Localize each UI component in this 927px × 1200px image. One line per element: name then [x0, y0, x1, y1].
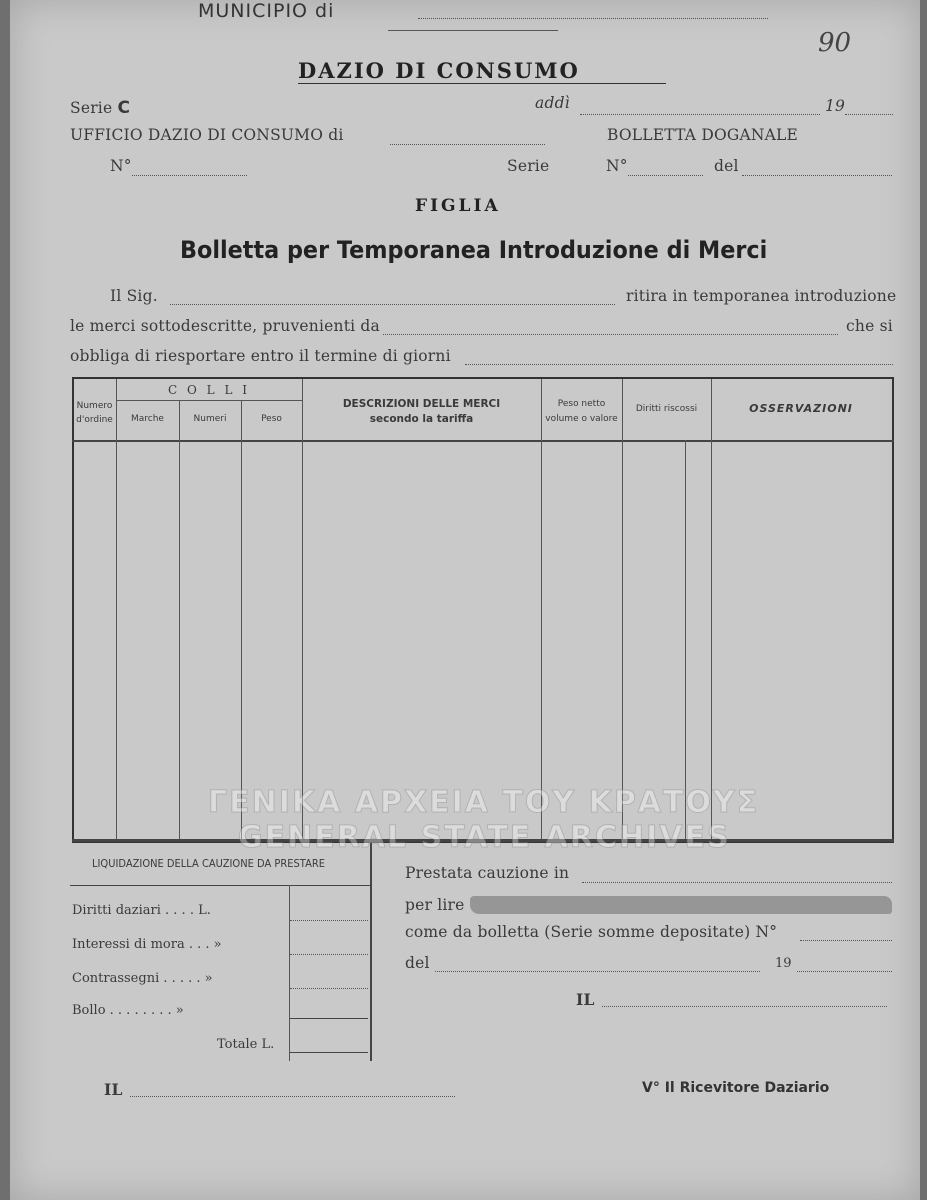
page-number: 90: [818, 28, 852, 58]
colli-rule: [116, 400, 302, 401]
liq-row-interessi: Interessi di mora . . . »: [72, 937, 222, 952]
prestata-line: [582, 882, 892, 883]
liq-line-2: [290, 954, 368, 955]
il-line: [602, 1006, 887, 1007]
liq-row-contrassegni: Contrassegni . . . . . »: [72, 971, 213, 986]
del-label: del: [714, 157, 739, 175]
liquidazione-col: [289, 885, 290, 1061]
col-divider-2: [179, 400, 180, 839]
merci-text: le merci sottodescritte, pruvenienti da: [70, 317, 380, 335]
liq-line-1: [290, 920, 368, 921]
form-title: DAZIO DI CONSUMO: [298, 58, 580, 83]
del-line: [742, 175, 892, 176]
col-divider-6: [622, 379, 623, 839]
giorni-line: [465, 364, 893, 365]
n2-label: N°: [606, 157, 628, 175]
document-page: [10, 0, 920, 1200]
header-osservazioni: OSSERVAZIONI: [749, 402, 853, 415]
header-peso: Peso: [261, 414, 282, 424]
per-lire-label: per lire: [405, 896, 465, 914]
n-label: N°: [110, 157, 132, 175]
liq-line-3: [290, 988, 368, 989]
col-divider-5: [541, 379, 542, 839]
footer-il-line: [130, 1096, 455, 1097]
liq-row-bollo: Bollo . . . . . . . . »: [72, 1003, 184, 1018]
come-label: come da bolletta (Serie somme depositate) N°: [405, 923, 778, 941]
addi-label: addì: [535, 94, 570, 112]
ritira-text: ritira in temporanea introduzione: [626, 287, 897, 305]
liq-row-diritti: Diritti daziari . . . . L.: [72, 903, 211, 918]
year2-label: 19: [775, 956, 792, 971]
header-numero: Numero d'ordine: [76, 401, 113, 425]
header-peso-netto: Peso netto volume o valore: [545, 399, 618, 424]
goods-table: [72, 377, 894, 843]
col-divider-8: [711, 379, 712, 839]
title-underline: [298, 83, 666, 84]
year-line: [845, 114, 893, 115]
obbliga-text: obbliga di riesportare entro il termine di giorni: [70, 347, 451, 365]
serie-label: Serie C: [70, 98, 131, 118]
ufficio-line: [390, 144, 545, 145]
addi-line: [580, 114, 820, 115]
year2-line: [797, 971, 892, 972]
header-descrizioni: DESCRIZIONI DELLE MERCI secondo la tariffa: [342, 398, 501, 425]
serie-value: C: [117, 98, 131, 118]
del2-line: [435, 971, 760, 972]
ufficio-label: UFFICIO DAZIO DI CONSUMO di: [70, 126, 344, 144]
liq-line-5: [290, 1052, 368, 1053]
bolletta-doganale: BOLLETTA DOGANALE: [607, 126, 798, 144]
col-divider-4: [302, 379, 303, 839]
il-label: IL: [576, 990, 595, 1009]
municipio-label: MUNICIPIO di: [198, 0, 335, 22]
che-si-text: che si: [846, 317, 893, 335]
col-divider-3: [241, 400, 242, 839]
liquidazione-title: LIQUIDAZIONE DELLA CAUZIONE DA PRESTARE: [92, 857, 325, 870]
header-diritti: Diritti riscossi: [635, 404, 698, 414]
liquidazione-rule: [70, 885, 370, 886]
main-title: Bolletta per Temporanea Introduzione di Merci: [180, 236, 768, 264]
header-marche: Marche: [131, 414, 164, 424]
archive-watermark-greek: ΓΕΝΙΚΑ ΑΡΧΕΙΑ ΤΟΥ ΚΡΑΤΟΥΣ: [208, 785, 760, 820]
redacted-amount: [470, 896, 892, 914]
prestata-label: Prestata cauzione in: [405, 864, 570, 882]
col-divider-7: [685, 440, 686, 839]
table-header-rule: [72, 440, 894, 442]
col-divider-1: [116, 379, 117, 839]
come-line: [800, 940, 892, 941]
ricevitore-label: V° Il Ricevitore Daziario: [642, 1080, 830, 1096]
header-numeri: Numeri: [193, 414, 227, 424]
municipio-line: [418, 18, 768, 19]
n-line: [132, 175, 247, 176]
serie2-label: Serie: [507, 157, 550, 175]
liq-line-4: [290, 1018, 368, 1019]
sig-line: [170, 304, 615, 305]
liq-totale: Totale L.: [217, 1037, 275, 1052]
ornament-rule: [388, 30, 558, 31]
year-prefix: 19: [825, 97, 846, 115]
header-colli: C O L L I: [168, 383, 250, 397]
provenienza-line: [383, 334, 838, 335]
del2-label: del: [405, 954, 430, 972]
liquidazione-box: [70, 843, 372, 1061]
sig-label: Il Sig.: [110, 287, 158, 305]
archive-watermark-english: GENERAL STATE ARCHIVES: [238, 820, 731, 855]
footer-il: IL: [104, 1080, 123, 1099]
figlia-label: FIGLIA: [415, 196, 501, 216]
n2-line: [628, 175, 703, 176]
